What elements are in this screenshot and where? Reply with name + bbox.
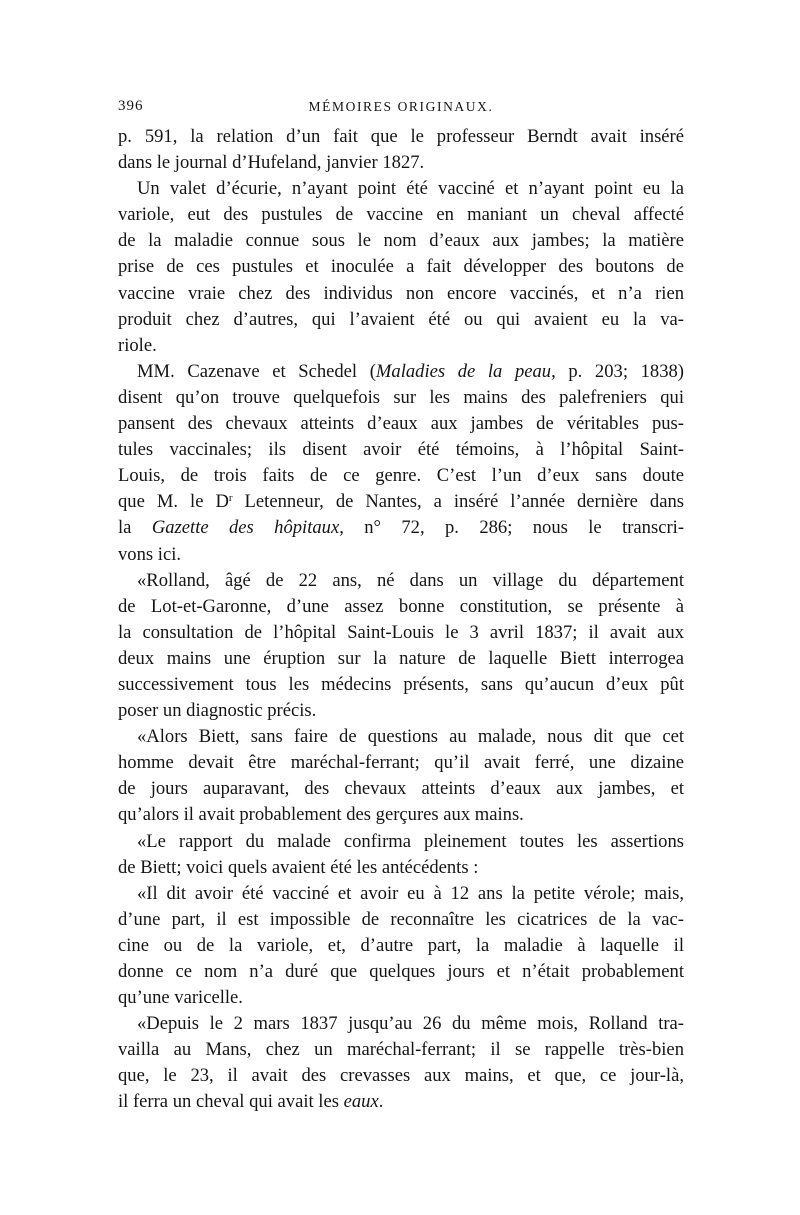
text-line: p. 591, la relation d’un fait que le professeur Berndt avait inséré <box>118 126 684 147</box>
text-line: riole. <box>118 334 157 356</box>
text-line: de Biett; voici quels avaient été les antécédents : <box>118 856 479 878</box>
text-line <box>118 489 684 515</box>
text-line: «Depuis le 2 mars 1837 jusqu’au 26 du même mois, Rolland tra- <box>137 1013 684 1035</box>
paragraph <box>118 124 684 176</box>
text-run: que M. le D <box>118 491 229 513</box>
text-line: «Rolland, âgé de 22 ans, né dans un village du département <box>137 569 684 591</box>
text-run: il ferra un cheval qui avait les <box>118 1091 344 1113</box>
text-line: qu’une varicelle. <box>118 987 243 1009</box>
running-title: MÉMOIRES ORIGINAUX. <box>308 99 494 114</box>
book-page <box>118 98 684 1116</box>
text-run: . <box>378 1091 384 1113</box>
text-line: disent qu’on trouve quelquefois sur les mains des palefreniers qui <box>118 386 684 408</box>
text-line: «Alors Biett, sans faire de questions au malade, nous dit que cet <box>137 726 684 748</box>
text-line: de Lot-et-Garonne, d’une assez bonne constitution, se présente à <box>118 595 684 617</box>
text-line: pansent des chevaux atteints d’eaux aux jambes de véritables pus- <box>118 413 684 435</box>
paragraph <box>118 881 684 1011</box>
text-line: successivement tous les médecins présents, sans qu’aucun d’eux pût <box>118 673 684 695</box>
text-line: Un valet d’écurie, n’ayant point été vacciné et n’ayant point eu la <box>137 178 684 200</box>
text-run: MM. Cazenave et Schedel ( <box>137 360 376 382</box>
text-line: prise de ces pustules et inoculée a fait développer des boutons de <box>118 256 684 278</box>
page-number: 396 <box>118 98 144 114</box>
text-line: dans le journal d’Hufeland, janvier 1827. <box>118 152 425 174</box>
text-line <box>118 359 684 385</box>
text-line: poser un diagnostic précis. <box>118 700 317 722</box>
text-line: donne ce nom n’a duré que quelques jours et n’était probablement <box>118 961 684 982</box>
text-line: vailla au Mans, chez un maréchal-ferrant; il se rappelle très-bien <box>118 1039 684 1061</box>
book-title: Maladies de la peau <box>375 360 552 382</box>
text-run: la <box>118 517 152 539</box>
paragraph <box>118 176 684 359</box>
superscript: r <box>228 492 233 505</box>
text-line: que, le 23, il avait des crevasses aux mains, et que, ce jour-là, <box>118 1065 684 1087</box>
text-line: produit chez d’autres, qui l’avaient été ou qui avaient eu la va- <box>118 308 684 330</box>
text-line: homme devait être maréchal-ferrant; qu’il avait ferré, une dizaine <box>118 752 684 774</box>
paragraph <box>118 829 684 881</box>
paragraph <box>118 1011 684 1115</box>
text-line: d’une part, il est impossible de reconnaître les cicatrices de la vac- <box>118 908 684 930</box>
paragraph <box>118 359 684 568</box>
text-line: variole, eut des pustules de vaccine en maniant un cheval affecté <box>118 204 684 226</box>
paragraph <box>118 724 684 828</box>
text-line: la consultation de l’hôpital Saint-Louis le 3 avril 1837; il avait aux <box>118 621 684 643</box>
paragraph <box>118 568 684 725</box>
journal-title: Gazette des hôpitaux <box>151 517 340 539</box>
text-line: de la maladie connue sous le nom d’eaux aux jambes; la matière <box>118 230 684 252</box>
text-line <box>118 1089 684 1115</box>
text-line <box>118 515 684 541</box>
text-run: Letenneur, de Nantes, a inséré l’année dernière dans <box>232 491 684 513</box>
text-line: tules vaccinales; ils disent avoir été témoins, à l’hôpital Saint- <box>118 439 684 461</box>
text-line: deux mains une éruption sur la nature de laquelle Biett interrogea <box>118 647 684 669</box>
text-line: «Le rapport du malade confirma pleinement toutes les assertions <box>137 830 684 852</box>
text-run: , n° 72, p. 286; nous le transcri- <box>339 517 684 539</box>
text-run: , p. 203; 1838) <box>551 360 684 382</box>
text-line: cine ou de la variole, et, d’autre part, la maladie à laquelle il <box>118 934 684 956</box>
text-line: vaccine vraie chez des individus non encore vaccinés, et n’a rien <box>118 282 684 304</box>
emphasis: eaux <box>343 1091 379 1113</box>
body-text <box>118 124 684 1116</box>
text-line: «Il dit avoir été vacciné et avoir eu à 12 ans la petite vérole; mais, <box>137 882 684 904</box>
text-line: vons ici. <box>118 543 182 565</box>
text-line: qu’alors il avait probablement des gerçures aux mains. <box>118 804 524 826</box>
text-line: de jours auparavant, des chevaux atteints d’eaux aux jambes, et <box>118 778 684 800</box>
running-header <box>118 98 684 124</box>
text-line: Louis, de trois faits de ce genre. C’est l’un d’eux sans doute <box>118 465 684 487</box>
